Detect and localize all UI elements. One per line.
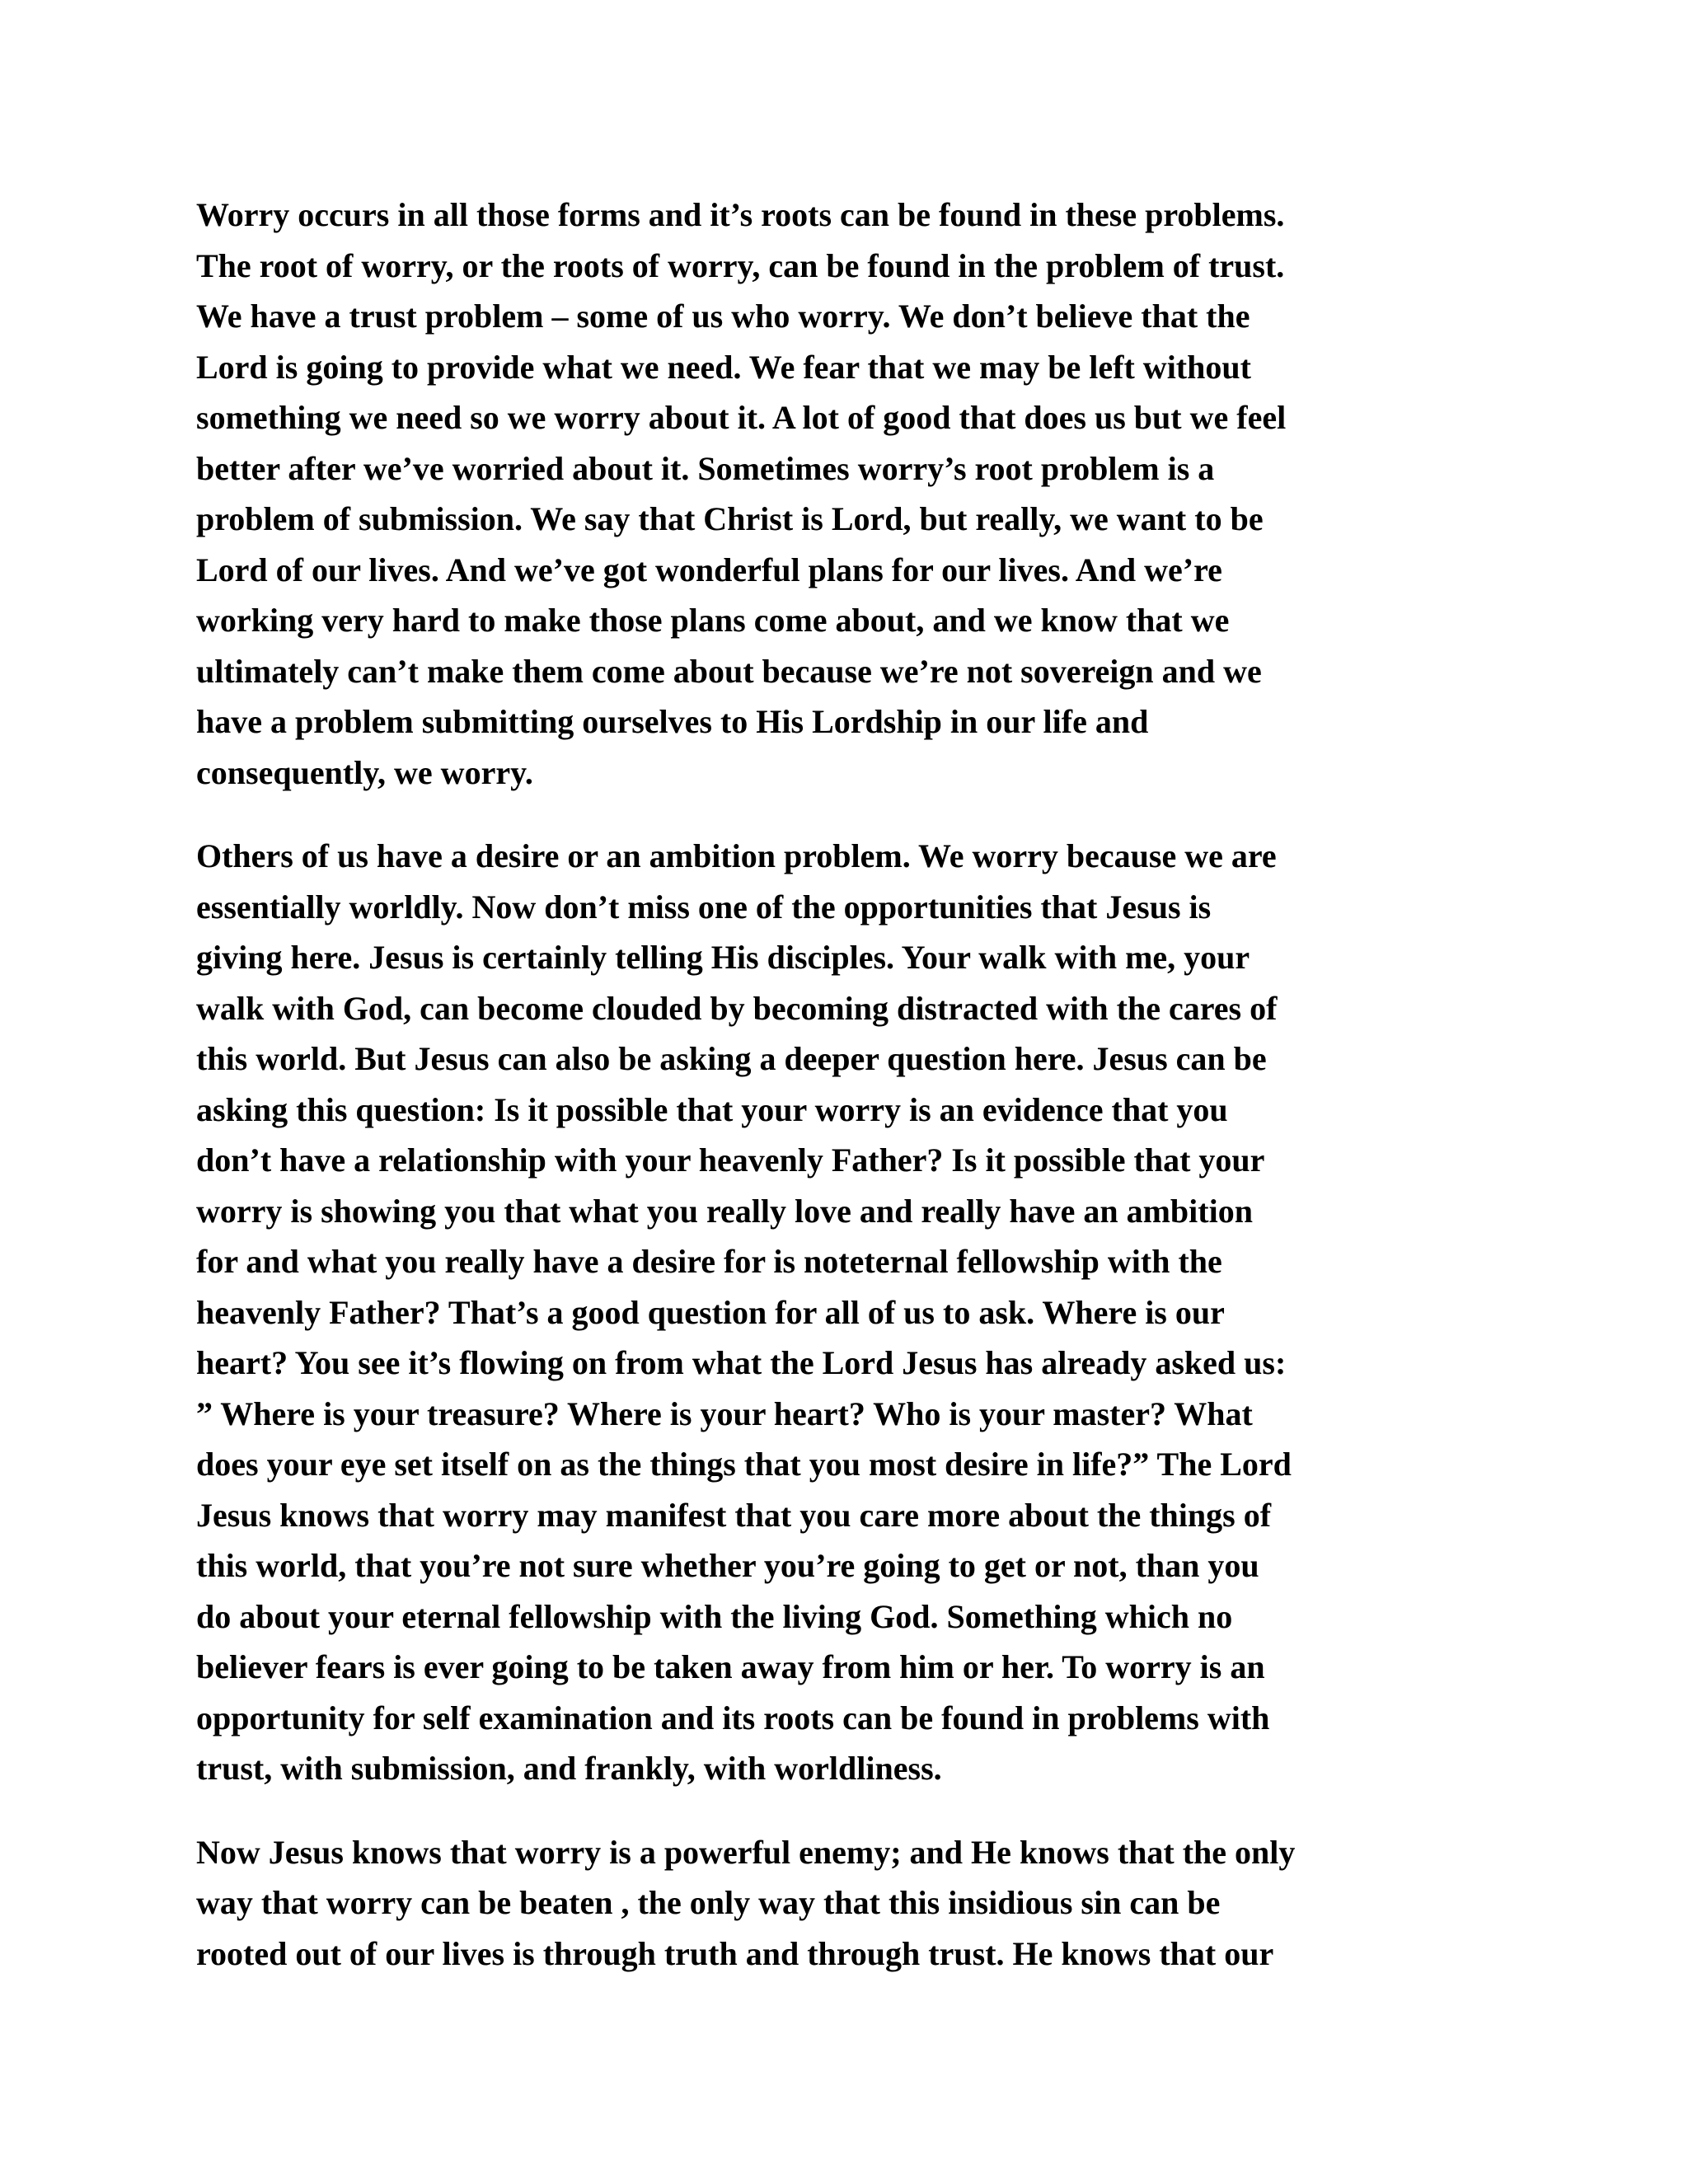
text-line: working very hard to make those plans come about, and we know that we — [196, 602, 1230, 639]
text-line: ” Where is your treasure? Where is your heart? Who is your master? What — [196, 1394, 1253, 1432]
text-line: consequently, we worry. — [196, 753, 533, 791]
text-line: Jesus knows that worry may manifest that you care more about the things of — [196, 1496, 1272, 1534]
text-line: Now Jesus knows that worry is a powerful enemy; and He knows that the only — [196, 1833, 1296, 1871]
text-line: better after we’ve worried about it. Sometimes worry’s root problem is a — [196, 449, 1215, 487]
text-line: rooted out of our lives is through truth and through trust. He knows that our — [196, 1934, 1274, 1972]
text-line: essentially worldly. Now don’t miss one of the opportunities that Jesus is — [196, 888, 1212, 926]
text-line: giving here. Jesus is certainly telling His disciples. Your walk with me, your — [196, 939, 1250, 976]
text-line: do about your eternal fellowship with the living God. Something which no — [196, 1597, 1233, 1635]
text-line: Others of us have a desire or an ambition problem. We worry because we are — [196, 837, 1277, 874]
text-line: Lord is going to provide what we need. We fear that we may be left without — [196, 348, 1251, 386]
text-line: trust, with submission, and frankly, with worldliness. — [196, 1750, 942, 1787]
paragraph-1 — [196, 190, 1498, 798]
text-line: way that worry can be beaten , the only way that this insidious sin can be — [196, 1884, 1221, 1921]
text-line: Lord of our lives. And we’ve got wonderful plans for our lives. And we’re — [196, 551, 1222, 588]
paragraph-3 — [196, 1827, 1498, 1980]
text-line: Worry occurs in all those forms and it’s roots can be found in these problems. — [196, 196, 1285, 233]
text-line: heart? You see it’s flowing on from what the Lord Jesus has already asked us: — [196, 1344, 1287, 1381]
text-line: this world, that you’re not sure whether you’re going to get or not, than you — [196, 1547, 1259, 1584]
text-line: problem of submission. We say that Christ is Lord, but really, we want to be — [196, 500, 1264, 537]
text-line: don’t have a relationship with your heavenly Father? Is it possible that your — [196, 1141, 1265, 1179]
document-body — [196, 190, 1498, 2012]
text-line: walk with God, can become clouded by becoming distracted with the cares of — [196, 989, 1278, 1027]
text-line: ultimately can’t make them come about because we’re not sovereign and we — [196, 652, 1262, 690]
text-line: this world. But Jesus can also be asking a deeper question here. Jesus can be — [196, 1040, 1267, 1077]
text-line: does your eye set itself on as the things that you most desire in life?” The Lord — [196, 1446, 1292, 1483]
text-line: believer fears is ever going to be taken away from him or her. To worry is an — [196, 1648, 1265, 1685]
text-line: have a problem submitting ourselves to His Lordship in our life and — [196, 703, 1149, 740]
text-line: opportunity for self examination and its roots can be found in problems with — [196, 1699, 1270, 1736]
text-line: worry is showing you that what you really love and really have an ambition — [196, 1192, 1253, 1230]
paragraph-2 — [196, 831, 1498, 1794]
text-line: We have a trust problem – some of us who worry. We don’t believe that the — [196, 298, 1250, 335]
text-line: The root of worry, or the roots of worry, can be found in the problem of trust. — [196, 246, 1285, 284]
text-line: heavenly Father? That’s a good question for all of us to ask. Where is our — [196, 1293, 1225, 1331]
text-line: something we need so we worry about it. A lot of good that does us but we feel — [196, 399, 1287, 436]
text-line: for and what you really have a desire for is noteternal fellowship with the — [196, 1243, 1222, 1280]
text-line: asking this question: Is it possible that your worry is an evidence that you — [196, 1090, 1228, 1128]
